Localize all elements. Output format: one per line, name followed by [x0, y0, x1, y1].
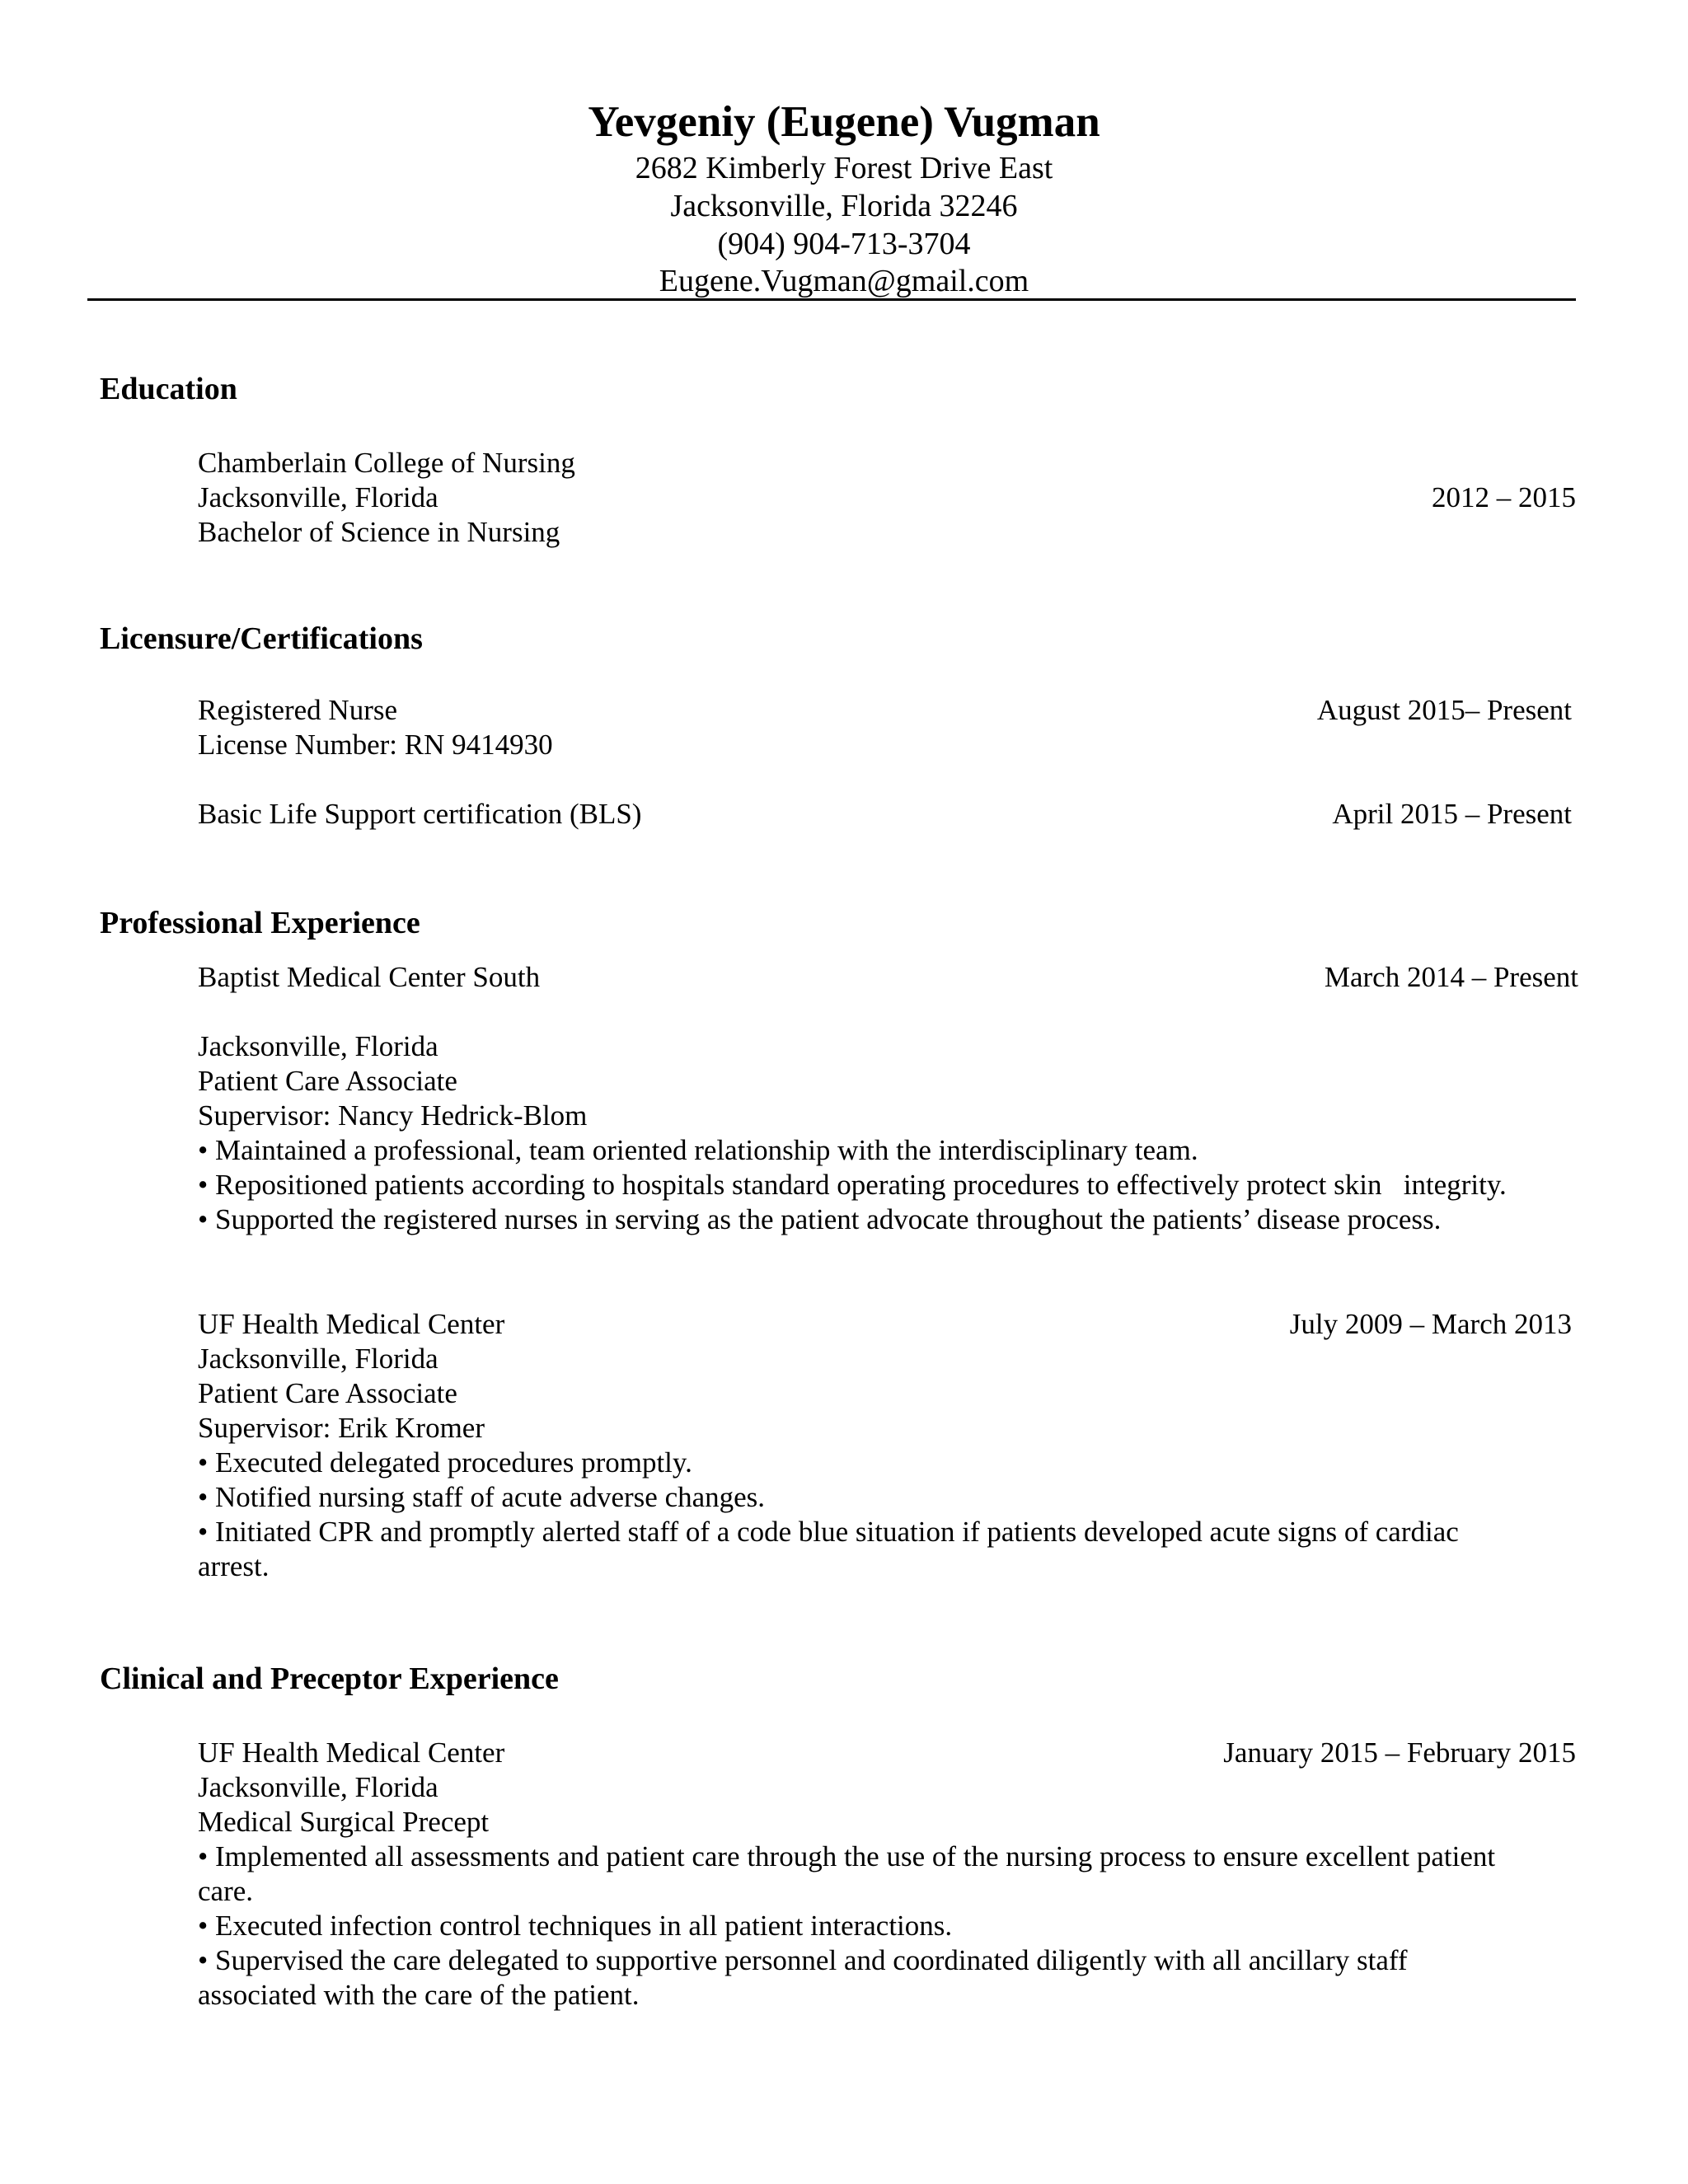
education-location: Jacksonville, Florida	[198, 481, 438, 513]
rn-license-number: License Number: RN 9414930	[198, 729, 553, 761]
education-dates: 2012 – 2015	[1432, 481, 1576, 513]
phone-number: (904) 904-713-3704	[717, 227, 971, 261]
job1-role: Patient Care Associate	[198, 1065, 457, 1097]
experience-heading: Professional Experience	[100, 906, 420, 940]
licensure-heading: Licensure/Certifications	[100, 621, 423, 656]
rn-title: Registered Nurse	[198, 694, 398, 726]
job1-bullet: • Supported the registered nurses in serving as the patient advocate throughout the patients’ disease process.	[198, 1203, 1442, 1235]
clinical-bullet: • Executed infection control techniques in all patient interactions.	[198, 1910, 953, 1942]
clinical-bullet-continuation: care.	[198, 1875, 254, 1907]
clinical-employer: UF Health Medical Center	[198, 1736, 505, 1769]
street-address: 2682 Kimberly Forest Drive East	[635, 151, 1053, 185]
bls-title: Basic Life Support certification (BLS)	[198, 798, 642, 830]
job2-supervisor: Supervisor: Erik Kromer	[198, 1412, 485, 1444]
education-school: Chamberlain College of Nursing	[198, 447, 575, 479]
clinical-heading: Clinical and Preceptor Experience	[100, 1661, 559, 1696]
city-state-zip: Jacksonville, Florida 32246	[670, 189, 1018, 223]
clinical-dates: January 2015 – February 2015	[1223, 1736, 1576, 1769]
job1-supervisor: Supervisor: Nancy Hedrick-Blom	[198, 1099, 588, 1132]
candidate-name: Yevgeniy (Eugene) Vugman	[588, 98, 1100, 146]
job1-bullet: • Maintained a professional, team oriented relationship with the interdisciplinary team.	[198, 1134, 1198, 1166]
header-divider	[87, 298, 1576, 301]
job1-bullet: • Repositioned patients according to hospitals standard operating procedures to effectively protect skin integrity.	[198, 1169, 1507, 1201]
job2-bullet-continuation: arrest.	[198, 1550, 270, 1582]
job2-role: Patient Care Associate	[198, 1377, 457, 1409]
email-address[interactable]: Eugene.Vugman@gmail.com	[659, 264, 1029, 298]
job1-dates: March 2014 – Present	[1324, 961, 1578, 993]
clinical-bullet-continuation: associated with the care of the patient.	[198, 1979, 640, 2011]
job2-employer: UF Health Medical Center	[198, 1308, 505, 1340]
education-degree: Bachelor of Science in Nursing	[198, 516, 560, 548]
clinical-role: Medical Surgical Precept	[198, 1806, 490, 1838]
job2-bullet: • Initiated CPR and promptly alerted staff of a code blue situation if patients developed acute signs of cardiac	[198, 1516, 1459, 1548]
education-heading: Education	[100, 372, 237, 406]
job2-bullet: • Notified nursing staff of acute adverse changes.	[198, 1481, 766, 1513]
job2-location: Jacksonville, Florida	[198, 1343, 438, 1375]
clinical-bullet: • Implemented all assessments and patient care through the use of the nursing process to ensure excellent patient	[198, 1840, 1496, 1872]
job2-dates: July 2009 – March 2013	[1289, 1308, 1572, 1340]
job2-bullet: • Executed delegated procedures promptly.	[198, 1446, 692, 1479]
clinical-location: Jacksonville, Florida	[198, 1771, 438, 1803]
job1-employer: Baptist Medical Center South	[198, 961, 541, 993]
job1-location: Jacksonville, Florida	[198, 1030, 438, 1062]
bls-dates: April 2015 – Present	[1332, 798, 1572, 830]
rn-dates: August 2015– Present	[1316, 694, 1572, 726]
clinical-bullet: • Supervised the care delegated to supportive personnel and coordinated diligently with all ancillary staff	[198, 1944, 1408, 1976]
